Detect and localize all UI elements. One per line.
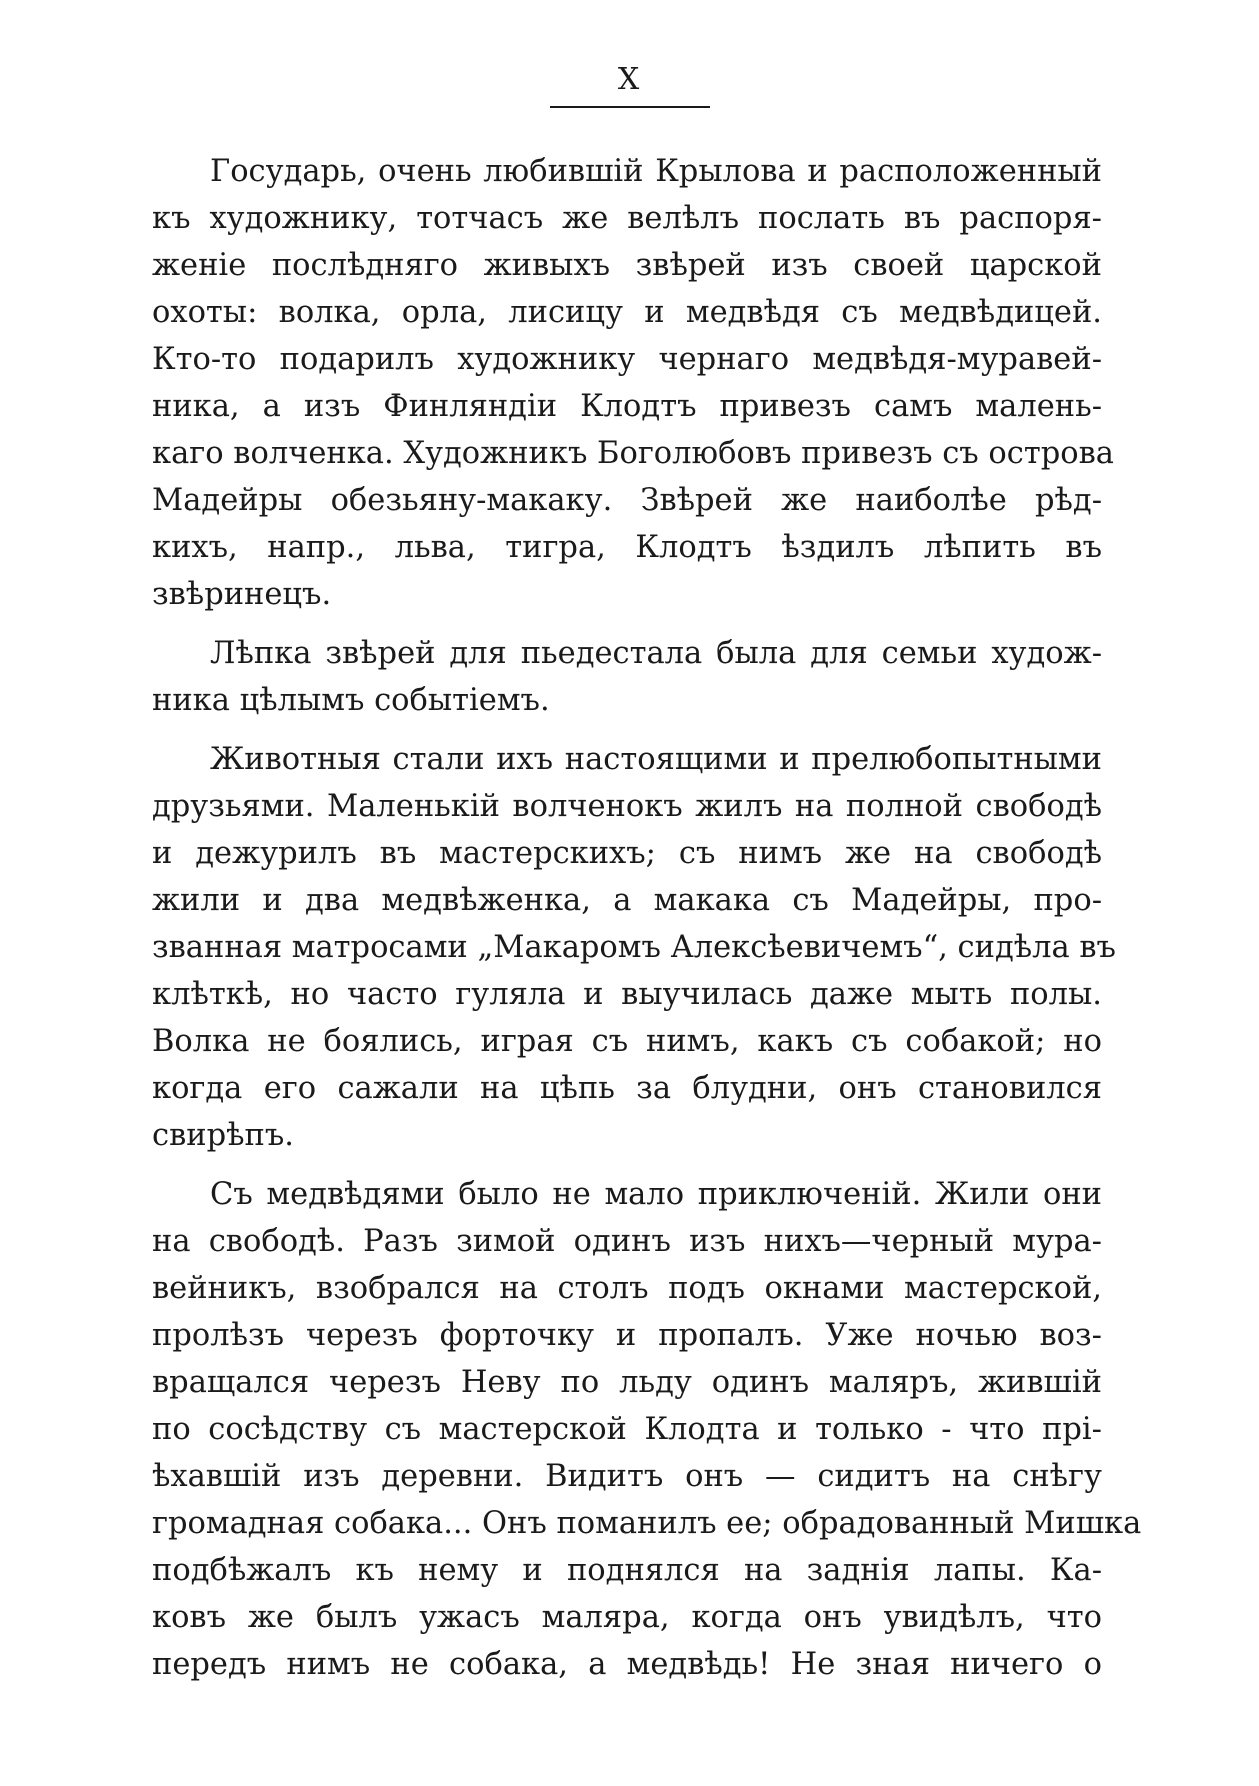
text-line: жили и два медвѣженка, а макака съ Мадейры, про-: [152, 883, 1102, 918]
text-line: друзьями. Маленькій волченокъ жилъ на полной свободѣ: [152, 789, 1102, 824]
text-line: ѣхавшій изъ деревни. Видитъ онъ — сидитъ на снѣгу: [152, 1459, 1102, 1494]
text-line: званная матросами „Макаромъ Алексѣевичемъ“, сидѣла въ: [152, 930, 1116, 965]
text-line: вейникъ, взобрался на столъ подъ окнами мастерской,: [152, 1271, 1102, 1306]
text-line: къ художнику, тотчасъ же велѣлъ послать въ распоря-: [152, 201, 1102, 236]
text-line: пролѣзъ черезъ форточку и пропалъ. Уже ночью воз-: [152, 1318, 1102, 1353]
text-line: на свободѣ. Разъ зимой одинъ изъ нихъ—черный мура-: [152, 1224, 1102, 1259]
text-line: подбѣжалъ къ нему и поднялся на заднія лапы. Ка-: [152, 1553, 1102, 1588]
text-line: передъ нимъ не собака, а медвѣдь! Не зная ничего о: [152, 1647, 1102, 1682]
text-line: ковъ же былъ ужасъ маляра, когда онъ увидѣлъ, что: [152, 1600, 1102, 1635]
page-header: [0, 60, 1259, 108]
paragraph-1: [152, 148, 1114, 618]
text-line: кихъ, напр., льва, тигра, Клодтъ ѣздилъ лѣпить въ: [152, 530, 1102, 565]
paragraph-2: [152, 630, 1102, 724]
text-line: Лѣпка звѣрей для пьедестала была для семьи худож-: [210, 636, 1102, 671]
text-line: каго волченка. Художникъ Боголюбовъ привезъ съ острова: [152, 436, 1114, 471]
text-line: свирѣпъ.: [152, 1118, 294, 1153]
text-line: женіе послѣдняго живыхъ звѣрей изъ своей царской: [152, 248, 1102, 283]
text-line: звѣринецъ.: [152, 577, 332, 612]
text-line: по сосѣдству съ мастерской Клодта и только - что прі-: [152, 1412, 1102, 1447]
text-line: Мадейры обезьяну-макаку. Звѣрей же наиболѣе рѣд-: [152, 483, 1102, 518]
body-text: [152, 148, 1142, 1700]
text-line: вращался черезъ Неву по льду одинъ маляръ, жившій: [152, 1365, 1102, 1400]
text-line: клѣткѣ, но часто гуляла и выучилась даже мыть полы.: [152, 977, 1102, 1012]
paragraph-4: [152, 1171, 1142, 1688]
text-line: громадная собака... Онъ поманилъ ее; обрадованный Мишка: [152, 1506, 1142, 1541]
text-line: Животныя стали ихъ настоящими и прелюбопытными: [210, 742, 1102, 777]
text-line: и дежурилъ въ мастерскихъ; съ нимъ же на свободѣ: [152, 836, 1102, 871]
page-number: X: [617, 62, 642, 97]
text-line: охоты: волка, орла, лисицу и медвѣдя съ медвѣдицей.: [152, 295, 1102, 330]
paragraph-3: [152, 736, 1116, 1159]
text-line: Съ медвѣдями было не мало приключеній. Жили они: [210, 1177, 1102, 1212]
text-line: Кто-то подарилъ художнику чернаго медвѣдя-муравей-: [152, 342, 1102, 377]
text-line: ника, а изъ Финляндіи Клодтъ привезъ самъ малень-: [152, 389, 1102, 424]
text-line: ника цѣлымъ событіемъ.: [152, 683, 550, 718]
text-line: Волка не боялись, играя съ нимъ, какъ съ собакой; но: [152, 1024, 1102, 1059]
text-line: Государь, очень любившій Крылова и расположенный: [210, 154, 1102, 189]
header-rule: [550, 106, 710, 108]
text-line: когда его сажали на цѣпь за блудни, онъ становился: [152, 1071, 1102, 1106]
